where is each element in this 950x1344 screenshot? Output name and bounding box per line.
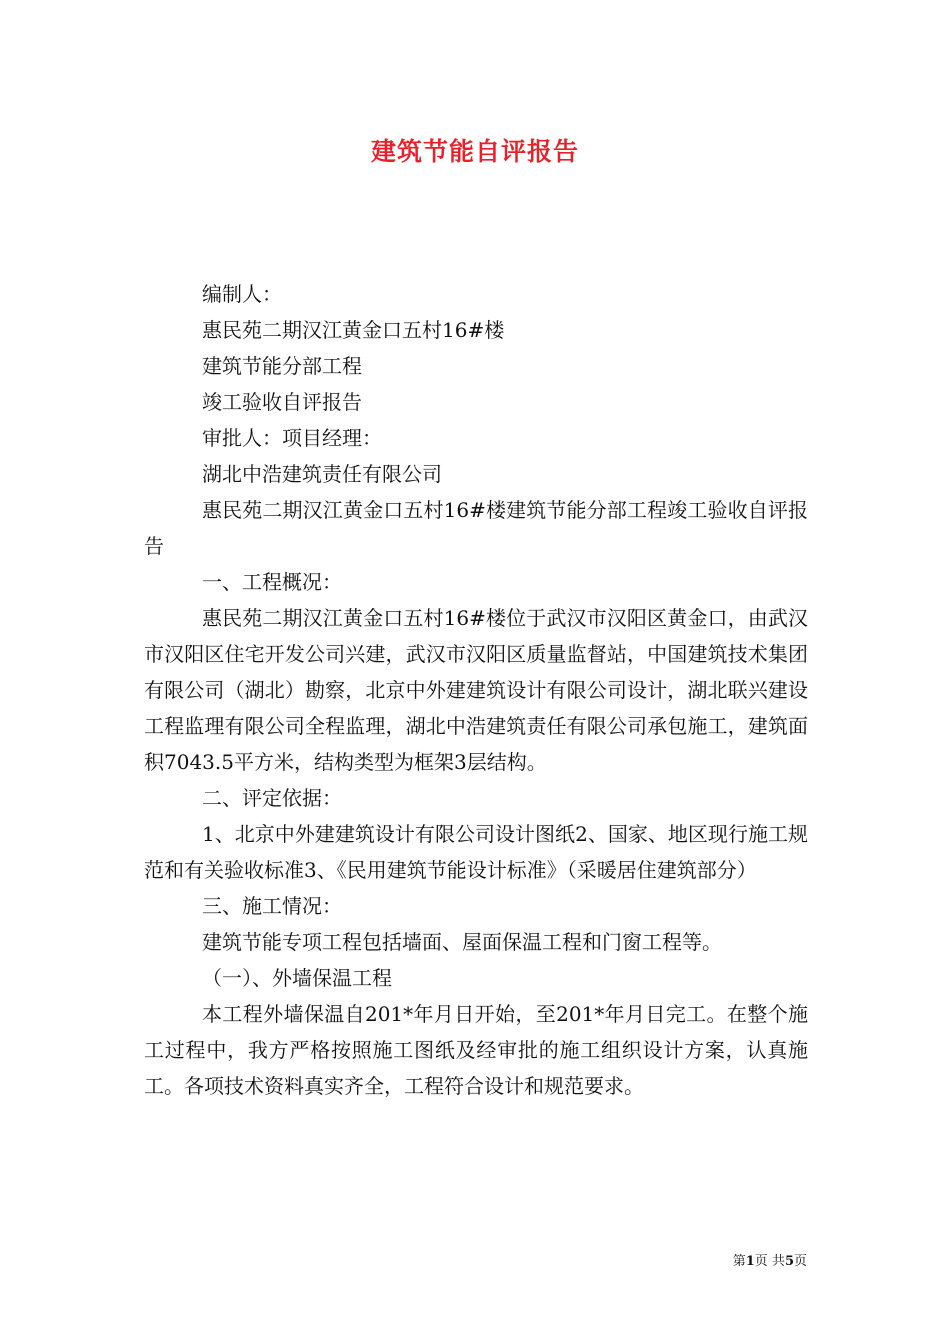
footer-prefix: 第	[732, 1254, 746, 1269]
paragraph-approver: 审批人：项目经理：	[202, 426, 382, 450]
section-heading-basis: 二、评定依据：	[202, 786, 342, 810]
paragraph-construction-scope: 建筑节能专项工程包括墙面、屋面保温工程和门窗工程等。	[202, 930, 722, 954]
document-body	[144, 276, 808, 1104]
paragraph-report-type: 竣工验收自评报告	[202, 390, 362, 414]
paragraph-compiler: 编制人：	[202, 282, 282, 306]
footer-page-number: 1	[745, 1254, 755, 1269]
page-number-footer	[733, 1250, 807, 1269]
paragraph-report-heading: 惠民苑二期汉江黄金口五村16#楼建筑节能分部工程竣工验收自评报告	[144, 498, 808, 558]
paragraph-wall-insulation: 本工程外墙保温自201*年月日开始，至201*年月日完工。在整个施工过程中，我方严格按照施工图纸及经审批的施工组织设计方案，认真施工。各项技术资料真实齐全，工程符合设计和规范要求。	[144, 1002, 808, 1098]
section-heading-overview: 一、工程概况：	[202, 570, 342, 594]
footer-suffix: 页	[793, 1254, 807, 1269]
subsection-heading-wall-insulation: （一）、外墙保温工程	[202, 966, 392, 990]
paragraph-overview: 惠民苑二期汉江黄金口五村16#楼位于武汉市汉阳区黄金口，由武汉市汉阳区住宅开发公司兴建，武汉市汉阳区质量监督站，中国建筑技术集团有限公司（湖北）勘察，北京中外建建筑设计有限公司设计，湖北联兴建设工程监理有限公司全程监理，湖北中浩建筑责任有限公司承包施工，建筑面积7043.5平方米，结构类型为框架3层结构。	[144, 606, 808, 774]
paragraph-basis: 1、北京中外建建筑设计有限公司设计图纸2、国家、地区现行施工规范和有关验收标准3、《民用建筑节能设计标准》（采暖居住建筑部分）	[144, 822, 808, 882]
footer-middle: 页 共	[754, 1254, 785, 1269]
paragraph-project-name: 惠民苑二期汉江黄金口五村16#楼	[202, 318, 505, 342]
paragraph-subproject: 建筑节能分部工程	[202, 354, 362, 378]
paragraph-company: 湖北中浩建筑责任有限公司	[202, 462, 442, 486]
section-heading-construction: 三、施工情况：	[202, 894, 342, 918]
document-title: 建筑节能自评报告	[370, 137, 579, 166]
footer-total-pages: 5	[784, 1254, 794, 1269]
